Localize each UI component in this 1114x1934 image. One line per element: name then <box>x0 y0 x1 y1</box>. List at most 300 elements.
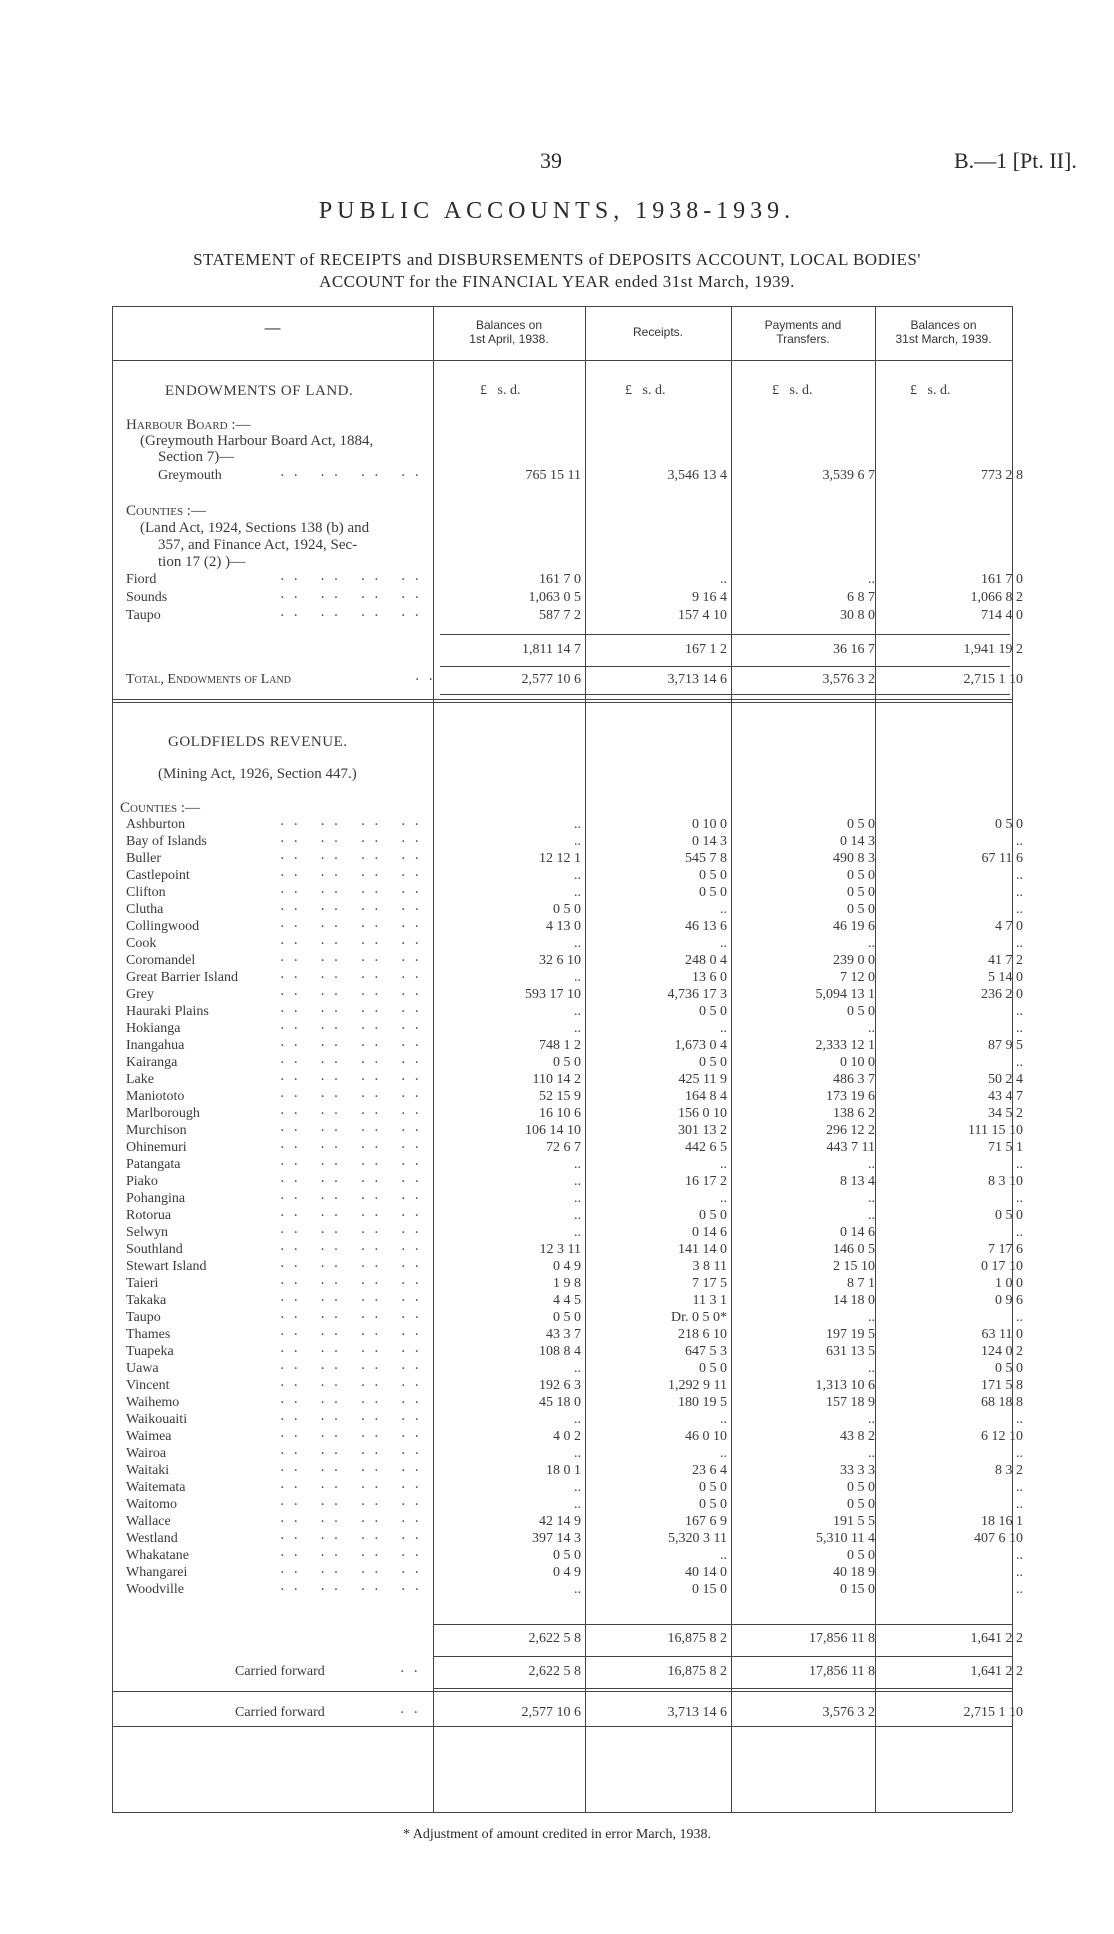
leader-dots: .. <box>400 1701 427 1717</box>
row-label: Whakatane <box>126 1548 189 1563</box>
harbour-act-line2: Section 7)— <box>158 449 235 465</box>
subtotal-row <box>0 642 1114 659</box>
cell-payments: .. <box>868 936 875 951</box>
cell-payments: 5,310 11 4 <box>816 1531 875 1546</box>
cell-closing-balance: 111 15 10 <box>968 1123 1023 1138</box>
leader-dots: .. .. .. .. <box>280 1255 428 1271</box>
leader-dots: .. .. .. .. <box>280 932 428 948</box>
cell-opening-balance: 12 3 11 <box>539 1242 581 1257</box>
cell-closing-balance: 5 14 0 <box>988 970 1023 985</box>
cell-payments: 33 3 3 <box>840 1463 875 1478</box>
cell-payments: 0 5 0 <box>847 817 875 832</box>
cell-payments: 14 18 0 <box>833 1293 875 1308</box>
cell-opening-balance: 4 13 0 <box>546 919 581 934</box>
leader-dots: .. .. .. .. <box>280 1085 428 1101</box>
leader-dots: .. .. .. .. <box>280 1289 428 1305</box>
table-row <box>0 932 1114 953</box>
cell-receipts: .. <box>720 1548 727 1563</box>
cell-receipts: 16,875 8 2 <box>667 1631 727 1646</box>
cell-closing-balance: 1,641 2 2 <box>970 1631 1023 1646</box>
harbour-board-heading: Harbour Board :— <box>126 417 251 433</box>
row-label: Ashburton <box>126 817 186 832</box>
row-label: Tuapeka <box>126 1344 174 1359</box>
leader-dots: .. .. .. .. <box>280 1221 428 1237</box>
cell-closing-balance: .. <box>1016 1582 1023 1597</box>
table-row <box>0 949 1114 970</box>
cell-payments: .. <box>868 1021 875 1036</box>
cell-closing-balance: 7 17 6 <box>988 1242 1023 1257</box>
row-label: Stewart Island <box>126 1259 207 1274</box>
cell-payments: .. <box>868 1446 875 1461</box>
cell-receipts: 141 14 0 <box>678 1242 727 1257</box>
leader-dots: .. .. .. .. <box>280 1102 428 1118</box>
cell-receipts: 1,673 0 4 <box>674 1038 727 1053</box>
leader-dots: .. .. .. .. <box>280 1374 428 1390</box>
cell-closing-balance: .. <box>1016 885 1023 900</box>
leader-dots: .. <box>415 668 442 684</box>
row-label: Hauraki Plains <box>126 1004 209 1019</box>
cell-payments: 0 10 0 <box>840 1055 875 1070</box>
row-label: Coromandel <box>126 953 196 968</box>
table-row <box>0 1510 1114 1531</box>
cell-payments: 0 15 0 <box>840 1582 875 1597</box>
currency-label: £ s. d. <box>772 383 813 398</box>
table-row <box>0 966 1114 987</box>
page-title: PUBLIC ACCOUNTS, 1938-1939. <box>318 198 796 224</box>
total-row <box>0 668 1114 689</box>
cell-closing-balance: .. <box>1016 868 1023 883</box>
cell-receipts: 0 5 0 <box>699 1480 727 1495</box>
row-label: Cook <box>126 936 157 951</box>
cell-opening-balance: 110 14 2 <box>532 1072 581 1087</box>
cell-receipts: 0 14 3 <box>692 834 727 849</box>
cell-payments: 138 6 2 <box>833 1106 875 1121</box>
cell-payments: 1,313 10 6 <box>815 1378 875 1393</box>
row-label: Carried forward <box>235 1664 325 1679</box>
cell-payments: 46 19 6 <box>833 919 875 934</box>
cell-opening-balance: 32 6 10 <box>539 953 581 968</box>
table-row <box>0 830 1114 851</box>
leader-dots: .. .. .. .. <box>280 1272 428 1288</box>
cell-opening-balance: 1,811 14 7 <box>522 642 581 657</box>
leader-dots: .. .. .. .. <box>280 1391 428 1407</box>
table-row <box>0 1102 1114 1123</box>
table-row <box>0 1255 1114 1276</box>
cell-closing-balance: 43 4 7 <box>988 1089 1023 1104</box>
row-label: Castlepoint <box>126 868 190 883</box>
table-row <box>0 1238 1114 1259</box>
leader-dots: .. .. .. .. <box>280 830 428 846</box>
cell-receipts: 13 6 0 <box>692 970 727 985</box>
row-label: Thames <box>126 1327 171 1342</box>
currency-label: £ s. d. <box>480 383 521 398</box>
cell-opening-balance: 12 12 1 <box>539 851 581 866</box>
table-row <box>0 1289 1114 1310</box>
cell-receipts: 157 4 10 <box>678 608 727 623</box>
cell-closing-balance: 34 5 2 <box>988 1106 1023 1121</box>
row-label: Buller <box>126 851 161 866</box>
cell-opening-balance: 0 5 0 <box>553 1055 581 1070</box>
cell-receipts: .. <box>720 1412 727 1427</box>
table-row <box>0 1391 1114 1412</box>
table-row <box>0 1272 1114 1293</box>
table-row <box>0 1493 1114 1514</box>
cell-closing-balance: .. <box>1016 1021 1023 1036</box>
cell-payments: 8 13 4 <box>840 1174 875 1189</box>
leader-dots: .. .. .. .. <box>280 864 428 880</box>
cell-payments: 0 5 0 <box>847 1480 875 1495</box>
cell-payments: .. <box>868 1191 875 1206</box>
statement-title-line2: ACCOUNT for the FINANCIAL YEAR ended 31st March, 1939. <box>319 272 795 291</box>
goldfields-act: (Mining Act, 1926, Section 447.) <box>158 766 357 782</box>
leader-dots: .. .. .. .. <box>280 1034 428 1050</box>
cell-closing-balance: 2,715 1 10 <box>963 1705 1023 1720</box>
cell-opening-balance: .. <box>574 936 581 951</box>
row-label: Woodville <box>126 1582 184 1597</box>
cell-opening-balance: 42 14 9 <box>539 1514 581 1529</box>
cell-receipts: 46 0 10 <box>685 1429 727 1444</box>
cell-closing-balance: 6 12 10 <box>981 1429 1023 1444</box>
row-label: Whangarei <box>126 1565 188 1580</box>
carried-forward-row <box>0 1660 1114 1681</box>
cell-opening-balance: 16 10 6 <box>539 1106 581 1121</box>
row-label: Kairanga <box>126 1055 178 1070</box>
cell-closing-balance: 0 5 0 <box>995 1361 1023 1376</box>
leader-dots: .. .. .. .. <box>280 1068 428 1084</box>
cell-receipts: 9 16 4 <box>692 590 727 605</box>
cell-payments: 0 5 0 <box>847 902 875 917</box>
cell-closing-balance: 50 2 4 <box>988 1072 1023 1087</box>
cell-receipts: 425 11 9 <box>678 1072 727 1087</box>
cell-closing-balance: .. <box>1016 1225 1023 1240</box>
cell-receipts: 0 10 0 <box>692 817 727 832</box>
table-row <box>0 1323 1114 1344</box>
cell-opening-balance: .. <box>574 1208 581 1223</box>
leader-dots: .. .. .. .. <box>280 1442 428 1458</box>
cell-opening-balance: 52 15 9 <box>539 1089 581 1104</box>
table-row <box>0 1425 1114 1446</box>
cell-payments: .. <box>868 1412 875 1427</box>
leader-dots: .. .. .. .. <box>280 1119 428 1135</box>
cell-receipts: Dr. 0 5 0* <box>671 1310 727 1325</box>
cell-payments: 296 12 2 <box>826 1123 875 1138</box>
cell-closing-balance: .. <box>1016 936 1023 951</box>
leader-dots: .. .. .. .. <box>280 1544 428 1560</box>
cell-receipts: .. <box>720 1446 727 1461</box>
table-row <box>0 1170 1114 1191</box>
cell-closing-balance: .. <box>1016 1497 1023 1512</box>
cell-receipts: 164 8 4 <box>685 1089 727 1104</box>
table-row <box>0 1306 1114 1327</box>
cell-closing-balance: 124 0 2 <box>981 1344 1023 1359</box>
cell-receipts: 0 15 0 <box>692 1582 727 1597</box>
row-label: Taieri <box>126 1276 159 1291</box>
table-row <box>0 604 1114 625</box>
cell-closing-balance: 8 3 2 <box>995 1463 1023 1478</box>
leader-dots: .. .. .. .. <box>280 1425 428 1441</box>
cell-opening-balance: 2,577 10 6 <box>521 672 581 687</box>
leader-dots: .. .. .. .. <box>280 1527 428 1543</box>
cell-closing-balance: 18 16 1 <box>981 1514 1023 1529</box>
cell-opening-balance: 593 17 10 <box>525 987 581 1002</box>
cell-receipts: 0 14 6 <box>692 1225 727 1240</box>
row-label: Waitaki <box>126 1463 170 1478</box>
row-label: Piako <box>126 1174 158 1189</box>
cell-payments: 3,539 6 7 <box>822 468 875 483</box>
row-label: Selwyn <box>126 1225 168 1240</box>
leader-dots: .. .. .. .. <box>280 1578 428 1594</box>
cell-payments: 6 8 7 <box>847 590 875 605</box>
cell-closing-balance: 0 17 10 <box>981 1259 1023 1274</box>
row-label: Inangahua <box>126 1038 185 1053</box>
cell-payments: 43 8 2 <box>840 1429 875 1444</box>
leader-dots: .. <box>400 1660 427 1676</box>
cell-opening-balance: .. <box>574 1157 581 1172</box>
leader-dots: .. .. .. .. <box>280 1136 428 1152</box>
counties-heading: Counties :— <box>126 503 206 519</box>
table-row <box>0 1221 1114 1242</box>
row-label: Rotorua <box>126 1208 172 1223</box>
row-label: Fiord <box>126 572 157 587</box>
table-row <box>0 1544 1114 1565</box>
cell-receipts: 248 0 4 <box>685 953 727 968</box>
table-row <box>0 1136 1114 1157</box>
cell-opening-balance: .. <box>574 1191 581 1206</box>
cell-receipts: 5,320 3 11 <box>668 1531 727 1546</box>
leader-dots: .. .. .. .. <box>280 898 428 914</box>
cell-closing-balance: 2,715 1 10 <box>963 672 1023 687</box>
harbour-act-line1: (Greymouth Harbour Board Act, 1884, <box>140 433 374 449</box>
leader-dots: .. .. .. .. <box>280 1510 428 1526</box>
row-label: Total, Endowments of Land <box>126 672 291 687</box>
row-label: Lake <box>126 1072 154 1087</box>
row-label: Bay of Islands <box>126 834 207 849</box>
cell-closing-balance: 714 4 0 <box>981 608 1023 623</box>
cell-opening-balance: 4 4 5 <box>553 1293 581 1308</box>
table-row <box>0 1578 1114 1599</box>
cell-receipts: 647 5 3 <box>685 1344 727 1359</box>
row-label: Wallace <box>126 1514 171 1529</box>
column-header-opening-balance: Balances on 1st April, 1938. <box>469 318 549 346</box>
leader-dots: .. .. .. .. <box>280 1153 428 1169</box>
cell-opening-balance: .. <box>574 817 581 832</box>
cell-payments: .. <box>868 1157 875 1172</box>
cell-closing-balance: 0 9 6 <box>995 1293 1023 1308</box>
cell-opening-balance: 106 14 10 <box>525 1123 581 1138</box>
table-row <box>0 1000 1114 1021</box>
leader-dots: .. .. .. .. <box>280 881 428 897</box>
cell-opening-balance: .. <box>574 1004 581 1019</box>
cell-receipts: 167 6 9 <box>685 1514 727 1529</box>
table-row <box>0 1442 1114 1463</box>
cell-receipts: 0 5 0 <box>699 1004 727 1019</box>
cell-receipts: 0 5 0 <box>699 1361 727 1376</box>
cell-payments: 191 5 5 <box>833 1514 875 1529</box>
cell-closing-balance: 68 18 8 <box>981 1395 1023 1410</box>
table-row <box>0 1119 1114 1140</box>
cell-opening-balance: 2,577 10 6 <box>521 1705 581 1720</box>
cell-receipts: 11 3 1 <box>692 1293 727 1308</box>
row-label: Vincent <box>126 1378 170 1393</box>
row-label: Waitemata <box>126 1480 186 1495</box>
cell-payments: 2 15 10 <box>833 1259 875 1274</box>
counties-act-line1: (Land Act, 1924, Sections 138 (b) and <box>140 520 370 536</box>
cell-closing-balance: .. <box>1016 1157 1023 1172</box>
row-label: Taupo <box>126 608 161 623</box>
cell-payments: 239 0 0 <box>833 953 875 968</box>
cell-receipts: .. <box>720 1021 727 1036</box>
cell-payments: 40 18 9 <box>833 1565 875 1580</box>
cell-opening-balance: .. <box>574 970 581 985</box>
cell-payments: .. <box>868 1361 875 1376</box>
row-label: Uawa <box>126 1361 159 1376</box>
table-row <box>0 586 1114 607</box>
cell-receipts: 46 13 6 <box>685 919 727 934</box>
cell-receipts: 167 1 2 <box>685 642 727 657</box>
cell-receipts: .. <box>720 902 727 917</box>
column-header-receipts: Receipts. <box>632 325 684 339</box>
row-label: Wairoa <box>126 1446 167 1461</box>
cell-opening-balance: 43 3 7 <box>546 1327 581 1342</box>
cell-receipts: 7 17 5 <box>692 1276 727 1291</box>
cell-opening-balance: .. <box>574 885 581 900</box>
table-row <box>0 464 1114 485</box>
leader-dots: .. .. .. .. <box>280 604 428 620</box>
cell-payments: .. <box>868 1310 875 1325</box>
cell-opening-balance: 0 4 9 <box>553 1259 581 1274</box>
cell-payments: 0 5 0 <box>847 1497 875 1512</box>
table-row <box>0 1017 1114 1038</box>
cell-payments: 30 8 0 <box>840 608 875 623</box>
row-label: Waimea <box>126 1429 172 1444</box>
cell-payments: 157 18 9 <box>826 1395 875 1410</box>
cell-opening-balance: 0 4 9 <box>553 1565 581 1580</box>
leader-dots: .. .. .. .. <box>280 1340 428 1356</box>
cell-opening-balance: 0 5 0 <box>553 1310 581 1325</box>
row-label: Murchison <box>126 1123 187 1138</box>
table-row <box>0 915 1114 936</box>
cell-payments: 8 7 1 <box>847 1276 875 1291</box>
cell-payments: 0 14 3 <box>840 834 875 849</box>
row-label: Maniototo <box>126 1089 185 1104</box>
row-label: Patangata <box>126 1157 181 1172</box>
cell-payments: 490 8 3 <box>833 851 875 866</box>
cell-receipts: .. <box>720 1157 727 1172</box>
cell-closing-balance: .. <box>1016 1412 1023 1427</box>
cell-closing-balance: 4 7 0 <box>995 919 1023 934</box>
cell-opening-balance: 2,622 5 8 <box>528 1631 581 1646</box>
cell-receipts: 16,875 8 2 <box>667 1664 727 1679</box>
counties-act-line2: 357, and Finance Act, 1924, Sec- <box>158 537 358 553</box>
cell-payments: 5,094 13 1 <box>815 987 875 1002</box>
table-row <box>0 1476 1114 1497</box>
cell-opening-balance: 0 5 0 <box>553 902 581 917</box>
cell-receipts: 40 14 0 <box>685 1565 727 1580</box>
row-label: Waikouaiti <box>126 1412 188 1427</box>
cell-opening-balance: 192 6 3 <box>539 1378 581 1393</box>
column-header-payments: Payments and Transfers. <box>764 318 842 346</box>
row-label: Westland <box>126 1531 178 1546</box>
cell-opening-balance: .. <box>574 1021 581 1036</box>
cell-receipts: 1,292 9 11 <box>668 1378 727 1393</box>
table-row <box>0 1357 1114 1378</box>
row-label: Hokianga <box>126 1021 181 1036</box>
cell-closing-balance: 407 6 10 <box>974 1531 1023 1546</box>
leader-dots: .. .. .. .. <box>280 966 428 982</box>
cell-opening-balance: .. <box>574 1412 581 1427</box>
cell-receipts: 23 6 4 <box>692 1463 727 1478</box>
cell-payments: 3,576 3 2 <box>822 672 875 687</box>
cell-receipts: 0 5 0 <box>699 1208 727 1223</box>
table-row <box>0 1187 1114 1208</box>
statement-title-line1: STATEMENT of RECEIPTS and DISBURSEMENTS of DEPOSITS ACCOUNT, LOCAL BODIES' <box>193 250 921 269</box>
table-row <box>0 1034 1114 1055</box>
counties-act-line3: tion 17 (2) )— <box>158 554 246 570</box>
cell-opening-balance: .. <box>574 1174 581 1189</box>
cell-closing-balance: .. <box>1016 1310 1023 1325</box>
row-label: Great Barrier Island <box>126 970 238 985</box>
table-row <box>0 1153 1114 1174</box>
leader-dots: .. .. .. .. <box>280 1306 428 1322</box>
cell-closing-balance: 63 11 0 <box>981 1327 1023 1342</box>
cell-receipts: 0 5 0 <box>699 885 727 900</box>
leader-dots: .. .. .. .. <box>280 915 428 931</box>
document-reference: B.—1 [Pt. II]. <box>954 148 1077 173</box>
cell-closing-balance: .. <box>1016 1548 1023 1563</box>
cell-receipts: .. <box>720 936 727 951</box>
cell-opening-balance: 748 1 2 <box>539 1038 581 1053</box>
table-row <box>0 864 1114 885</box>
cell-receipts: 3 8 11 <box>692 1259 727 1274</box>
row-label: Carried forward <box>235 1705 325 1720</box>
leader-dots: .. .. .. .. <box>280 1561 428 1577</box>
leader-dots: .. .. .. .. <box>280 1408 428 1424</box>
cell-opening-balance: 108 8 4 <box>539 1344 581 1359</box>
cell-payments: 486 3 7 <box>833 1072 875 1087</box>
cell-closing-balance: .. <box>1016 1565 1023 1580</box>
cell-receipts: 4,736 17 3 <box>667 987 727 1002</box>
row-label: Collingwood <box>126 919 200 934</box>
cell-receipts: 180 19 5 <box>678 1395 727 1410</box>
table-row <box>0 1561 1114 1582</box>
cell-opening-balance: 587 7 2 <box>539 608 581 623</box>
cell-closing-balance: .. <box>1016 1480 1023 1495</box>
row-label: Clifton <box>126 885 166 900</box>
row-label: Pohangina <box>126 1191 186 1206</box>
cell-payments: .. <box>868 572 875 587</box>
subtotal-row <box>0 1631 1114 1648</box>
goldfields-counties-heading: Counties :— <box>120 800 200 816</box>
cell-closing-balance: .. <box>1016 1446 1023 1461</box>
carried-forward-row <box>0 1701 1114 1722</box>
cell-opening-balance: 161 7 0 <box>539 572 581 587</box>
cell-opening-balance: 397 14 3 <box>532 1531 581 1546</box>
cell-payments: 3,576 3 2 <box>822 1705 875 1720</box>
cell-payments: 0 5 0 <box>847 1004 875 1019</box>
table-row <box>0 568 1114 589</box>
leader-dots: .. .. .. .. <box>280 586 428 602</box>
cell-payments: 0 5 0 <box>847 1548 875 1563</box>
cell-receipts: .. <box>720 572 727 587</box>
leader-dots: .. .. .. .. <box>280 1051 428 1067</box>
cell-opening-balance: .. <box>574 1361 581 1376</box>
footnote: * Adjustment of amount credited in error March, 1938. <box>403 1827 711 1842</box>
cell-payments: 173 19 6 <box>826 1089 875 1104</box>
cell-opening-balance: .. <box>574 1225 581 1240</box>
cell-opening-balance: 765 15 11 <box>525 468 581 483</box>
cell-opening-balance: 4 0 2 <box>553 1429 581 1444</box>
cell-closing-balance: 1 0 0 <box>995 1276 1023 1291</box>
